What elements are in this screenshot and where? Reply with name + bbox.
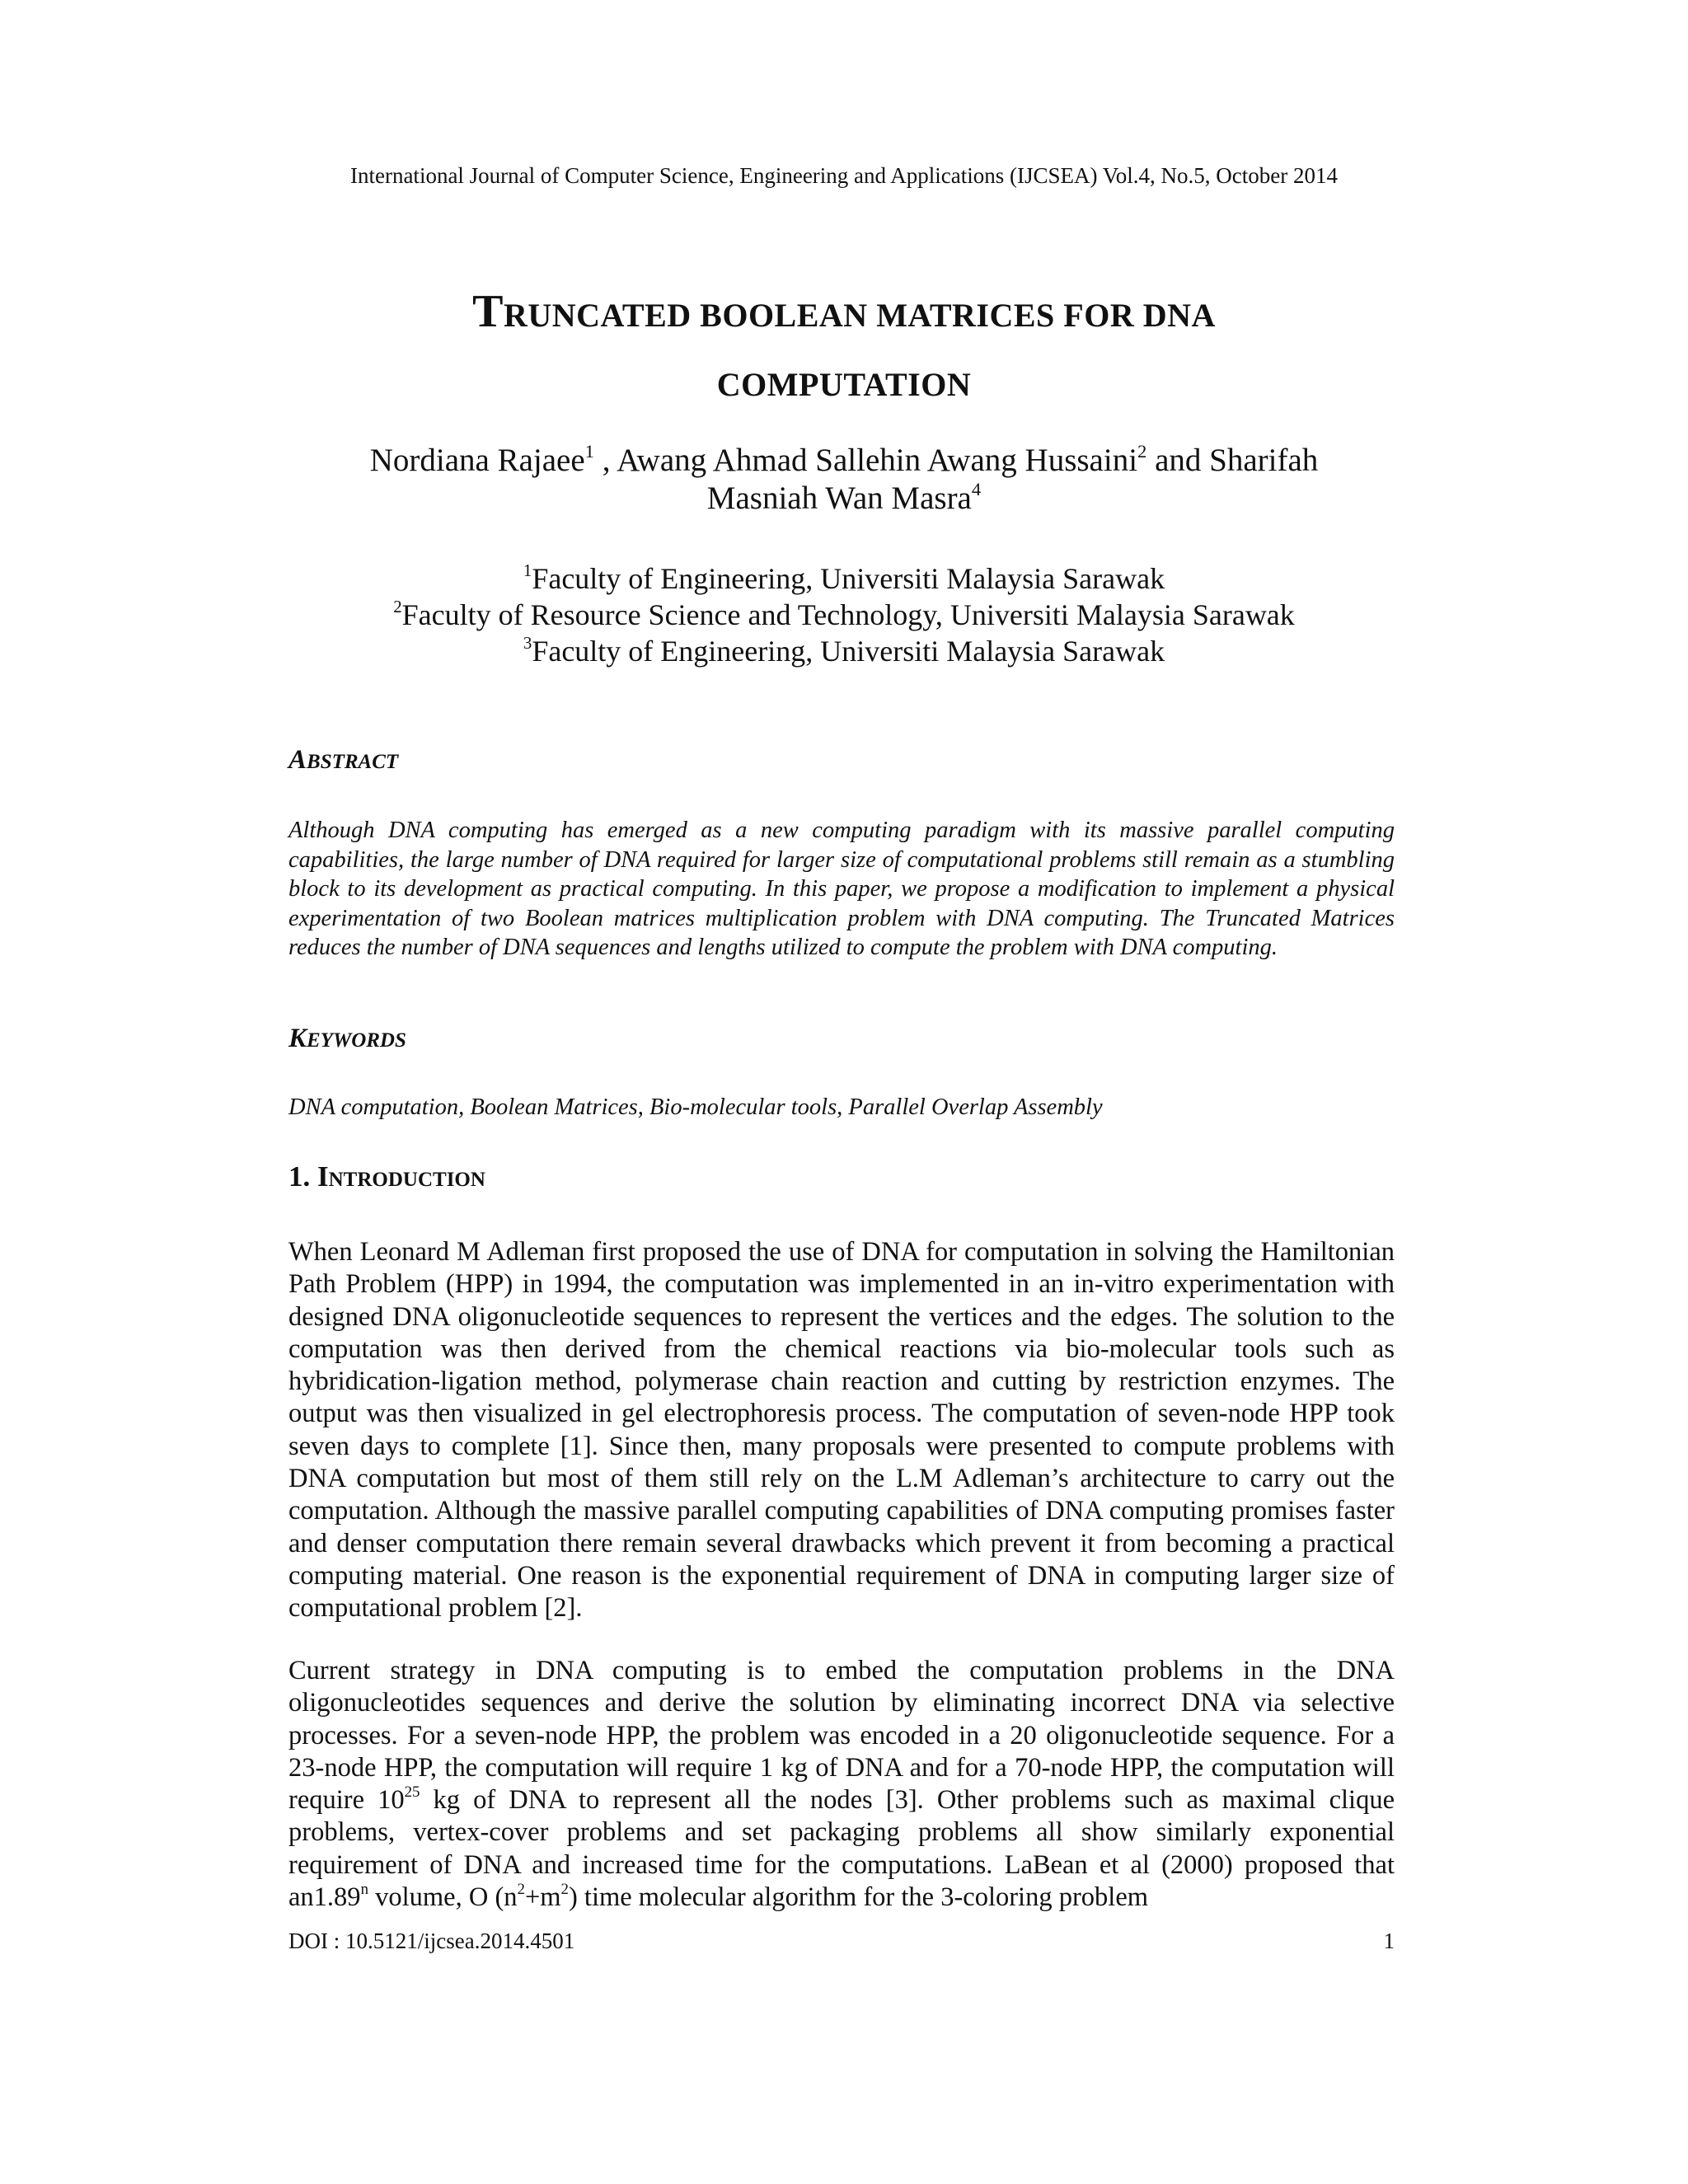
introduction-heading-initial: I — [317, 1160, 329, 1193]
author-3: Masniah Wan Masra — [706, 480, 972, 516]
page-footer — [288, 1929, 1395, 1954]
affiliation-3-sup: 3 — [523, 632, 532, 653]
affiliation-3 — [0, 633, 1688, 669]
para2-sup-1: 25 — [404, 1783, 420, 1802]
abstract-heading-initial: A — [288, 745, 307, 775]
para2-sup-3: 2 — [517, 1881, 525, 1899]
author-list — [0, 442, 1688, 518]
title-initial: T — [472, 286, 504, 337]
abstract-heading — [288, 745, 398, 776]
para2-text-1: Current strategy in DNA computing is to embed the computation problems in the DNA oligonucleotides sequences and derive the solution by eliminating incorrect DNA via selective processes. For a seven-node HPP, the problem was encoded in a 20 oligonucleotide sequence. For a 23-node HPP, the computation will require 1 kg of DNA and for a 70-node HPP, the computation will require 10 — [288, 1656, 1395, 1816]
para2-sup-4: 2 — [560, 1881, 569, 1899]
affiliation-1 — [0, 560, 1688, 597]
author-2: , Awang Ahmad Sallehin Awang Hussaini — [593, 443, 1138, 478]
affiliation-3-text: Faculty of Engineering, Universiti Malaysia Sarawak — [532, 635, 1165, 668]
author-3-prefix: and Sharifah — [1146, 443, 1319, 478]
affiliation-1-text: Faculty of Engineering, Universiti Malaysia Sarawak — [532, 562, 1165, 595]
title-line-1-rest: RUNCATED BOOLEAN MATRICES FOR DNA — [503, 297, 1216, 334]
affiliation-list — [0, 560, 1688, 669]
para2-text-2: kg of DNA to represent all the nodes [3]. Other problems such as maximal clique problems, vertex-cover problems and set packaging problems all show similarly exponential requirement of DNA and increased time for the computations. LaBean et al (2000) proposed that an1.89 — [288, 1785, 1395, 1913]
keywords-text: DNA computation, Boolean Matrices, Bio-molecular tools, Parallel Overlap Assembly — [288, 1094, 1103, 1120]
title-line-1 — [0, 277, 1688, 350]
para2-text-5: ) time molecular algorithm for the 3-coloring problem — [568, 1882, 1149, 1913]
author-1: Nordiana Rajaee — [369, 443, 585, 478]
page-number: 1 — [1383, 1929, 1395, 1953]
keywords-heading-rest: EYWORDS — [307, 1029, 406, 1052]
author-3-sup: 4 — [971, 478, 982, 499]
para2-text-4: +m — [524, 1882, 561, 1913]
keywords-heading-initial: K — [288, 1024, 307, 1053]
keywords-heading — [288, 1024, 406, 1054]
doi-text: DOI : 10.5121/ijcsea.2014.4501 — [288, 1929, 575, 1953]
introduction-paragraph-1: When Leonard M Adleman first proposed the use of DNA for computation in solving the Hamiltonian Path Problem (HPP) in 1994, the computation was implemented in an in-vitro experimentation with designed DNA oligonucleotide sequences to represent the vertices and the edges. The solution to the computation was then derived from the chemical reactions via bio-molecular tools such as hybridication-ligation method, polymerase chain reaction and cutting by restriction enzymes. The output was then visualized in gel electrophoresis process. The computation of seven-node HPP took seven days to complete [1]. Since then, many proposals were presented to compute problems with DNA computation but most of them still rely on the L.M Adleman’s architecture to carry out the computation. Although the massive parallel computing capabilities of DNA computing promises faster and denser computation there remain several drawbacks which prevent it from becoming a practical computing material. One reason is the exponential requirement of DNA in computing larger size of computational problem [2]. — [288, 1237, 1395, 1624]
abstract-heading-rest: BSTRACT — [307, 751, 399, 773]
title-line-2: COMPUTATION — [716, 366, 972, 403]
affiliation-2 — [0, 597, 1688, 633]
author-2-sup: 2 — [1137, 440, 1147, 462]
journal-header: International Journal of Computer Science, Engineering and Applications (IJCSEA) Vol.4, No.5, October 2014 — [349, 163, 1339, 188]
abstract-text: Although DNA computing has emerged as a new computing paradigm with its massive parallel computing capabilities, the large number of DNA required for larger size of computational problems still remain as a stumbling block to its development as practical computing. In this paper, we propose a modification to implement a physical experimentation of two Boolean matrices multiplication problem with DNA computing. The Truncated Matrices reduces the number of DNA sequences and lengths utilized to compute the problem with DNA computing. — [288, 818, 1395, 960]
author-1-sup: 1 — [584, 440, 594, 462]
introduction-paragraph-2 — [288, 1655, 1395, 1914]
introduction-heading — [288, 1160, 485, 1193]
para2-text-3: volume, O (n — [368, 1882, 518, 1913]
introduction-heading-number: 1. — [288, 1160, 317, 1193]
paper-title — [0, 277, 1688, 419]
affiliation-1-sup: 1 — [523, 560, 532, 580]
para2-sup-2: n — [360, 1881, 368, 1899]
affiliation-2-sup: 2 — [393, 596, 402, 616]
introduction-heading-rest: NTRODUCTION — [328, 1169, 485, 1191]
affiliation-2-text: Faculty of Resource Science and Technology, Universiti Malaysia Sarawak — [401, 598, 1295, 631]
